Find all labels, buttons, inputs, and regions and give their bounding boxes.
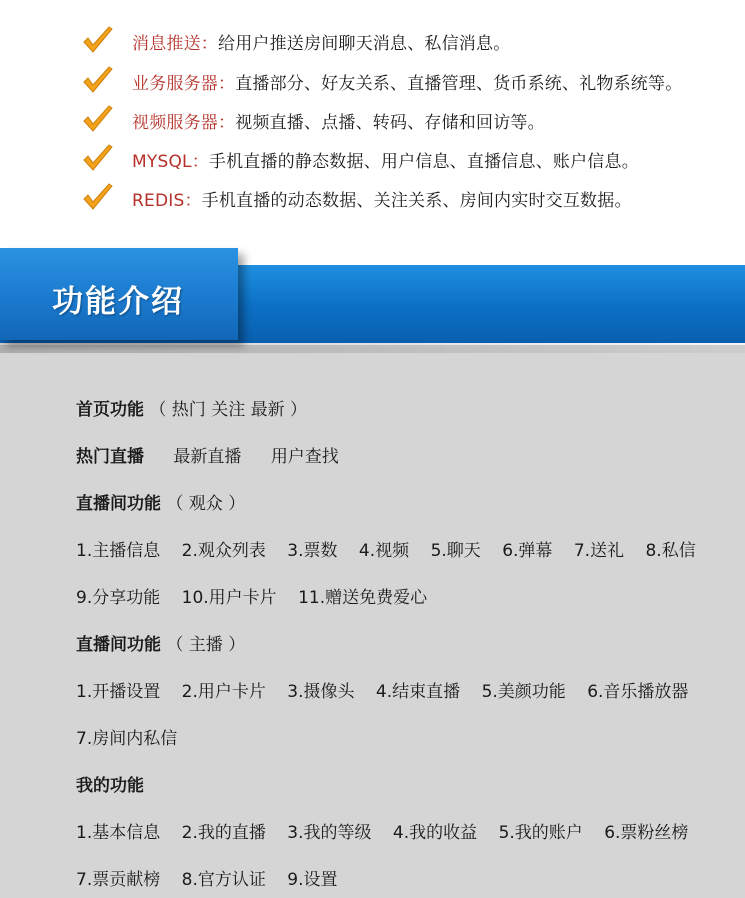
list-item: 4.结束直播 xyxy=(375,682,461,702)
list-item: 10.用户卡片 xyxy=(181,588,277,608)
home-features-note: （ 热门 关注 最新 ） xyxy=(149,400,308,420)
host-row-1 xyxy=(76,677,704,702)
architecture-list xyxy=(0,0,745,248)
list-item: 3.票数 xyxy=(287,541,338,561)
feature-key: MYSQL： xyxy=(132,151,209,172)
mine-title-line xyxy=(76,771,144,796)
feature-key: 视频服务器： xyxy=(132,112,236,133)
audience-row-2 xyxy=(76,583,443,608)
audience-section-note: （ 观众 ） xyxy=(166,494,246,514)
list-item: 5.聊天 xyxy=(430,541,481,561)
list-item: 11.赠送免费爱心 xyxy=(298,588,428,608)
list-item: 2.我的直播 xyxy=(181,823,266,843)
list-item: 4.我的收益 xyxy=(392,823,478,843)
list-item: 9.分享功能 xyxy=(76,588,161,608)
home-features-title: 首页功能 xyxy=(76,400,144,420)
mine-section-title: 我的功能 xyxy=(76,776,144,796)
list-item: 2.观众列表 xyxy=(181,541,266,561)
section-banner xyxy=(0,248,745,360)
audience-row-1 xyxy=(76,536,712,561)
feature-panel xyxy=(0,345,745,898)
feature-value: 直播部分、好友关系、直播管理、货币系统、礼物系统等。 xyxy=(235,73,683,94)
feature-row-video xyxy=(82,105,545,135)
checkmark-icon xyxy=(82,183,114,213)
banner-tab xyxy=(0,248,238,340)
checkmark-icon xyxy=(82,66,114,96)
feature-row-push xyxy=(82,26,510,56)
feature-value: 手机直播的动态数据、关注关系、房间内实时交互数据。 xyxy=(201,190,632,211)
list-item: 1.基本信息 xyxy=(76,823,161,843)
checkmark-icon xyxy=(82,144,114,174)
banner-title: 功能介绍 xyxy=(52,284,184,320)
banner-shadow xyxy=(0,343,745,353)
feature-key: 业务服务器： xyxy=(132,73,236,94)
list-item: 8.私信 xyxy=(645,541,696,561)
list-item: 7.房间内私信 xyxy=(76,729,178,749)
list-item: 9.设置 xyxy=(287,870,338,890)
home-features-line xyxy=(76,395,307,420)
feature-value: 手机直播的静态数据、用户信息、直播信息、账户信息。 xyxy=(208,151,639,172)
host-row-2 xyxy=(76,724,193,749)
audience-title-line xyxy=(76,489,245,514)
list-item: 2.用户卡片 xyxy=(181,682,266,702)
feature-value: 给用户推送房间聊天消息、私信消息。 xyxy=(218,33,511,54)
feature-row-business xyxy=(82,66,682,96)
tab-user-search: 用户查找 xyxy=(270,447,339,467)
checkmark-icon xyxy=(82,105,114,135)
host-section-note: （ 主播 ） xyxy=(166,635,246,655)
list-item: 7.送礼 xyxy=(573,541,625,561)
host-section-title: 直播间功能 xyxy=(76,635,161,655)
list-item: 7.票贡献榜 xyxy=(76,870,161,890)
list-item: 6.票粉丝榜 xyxy=(604,823,689,843)
tab-latest-live: 最新直播 xyxy=(173,447,242,467)
list-item: 6.音乐播放器 xyxy=(587,682,689,702)
audience-section-title: 直播间功能 xyxy=(76,494,161,514)
host-title-line xyxy=(76,630,245,655)
list-item: 1.开播设置 xyxy=(76,682,161,702)
feature-row-mysql xyxy=(82,144,639,174)
list-item: 4.视频 xyxy=(358,541,410,561)
feature-value: 视频直播、点播、转码、存储和回访等。 xyxy=(235,112,545,133)
mine-row-2 xyxy=(76,865,354,890)
list-item: 3.我的等级 xyxy=(287,823,372,843)
feature-key: REDIS： xyxy=(132,190,202,211)
mine-row-1 xyxy=(76,818,704,843)
list-item: 8.官方认证 xyxy=(181,870,266,890)
tab-hot-live: 热门直播 xyxy=(76,447,144,467)
list-item: 6.弹幕 xyxy=(502,541,553,561)
feature-key: 消息推送： xyxy=(132,33,218,54)
feature-row-redis xyxy=(82,183,632,213)
list-item: 3.摄像头 xyxy=(287,682,355,702)
checkmark-icon xyxy=(82,26,114,56)
list-item: 5.美颜功能 xyxy=(481,682,566,702)
home-tabs-line xyxy=(76,442,339,467)
list-item: 5.我的账户 xyxy=(498,823,583,843)
list-item: 1.主播信息 xyxy=(76,541,161,561)
